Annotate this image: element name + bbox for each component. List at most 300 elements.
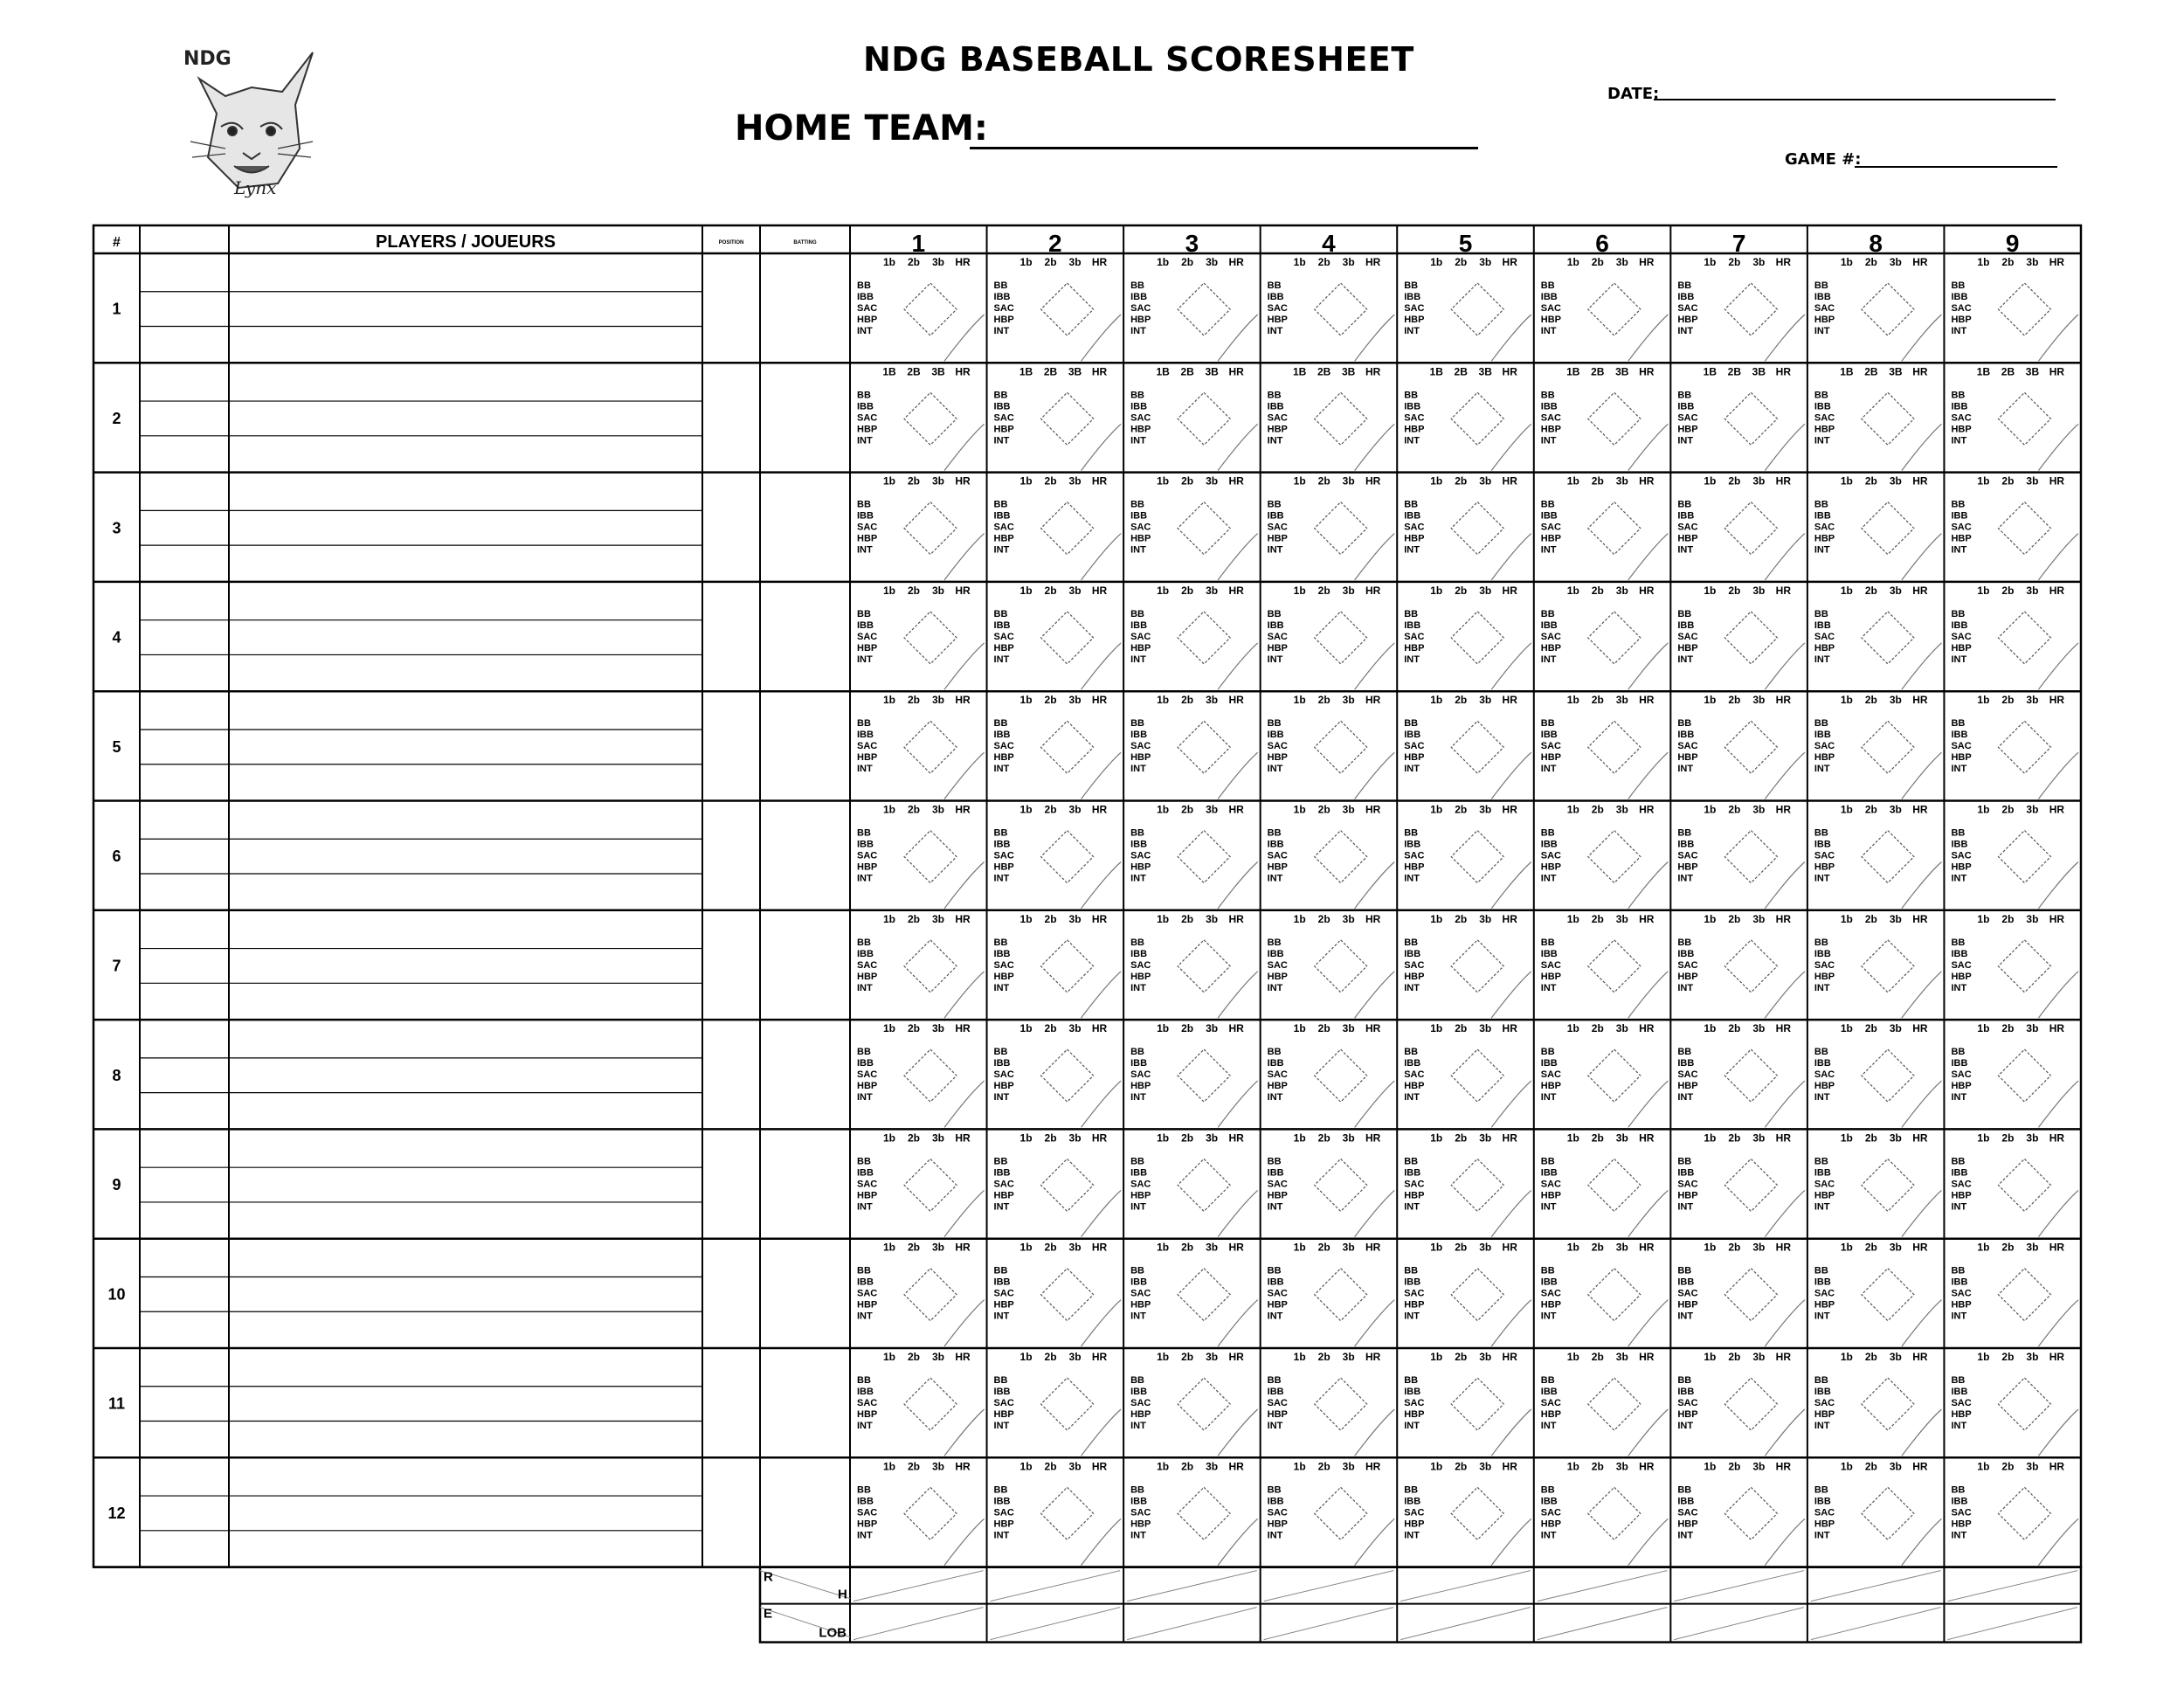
inning-header-8: 8	[1869, 230, 1883, 257]
walk-label: SAC	[993, 412, 1014, 424]
outfield-arc	[944, 972, 985, 1018]
walk-label: IBB	[857, 292, 874, 302]
hit-label: HR	[1775, 1351, 1792, 1363]
hit-label: 3b	[1615, 1460, 1628, 1473]
at-bat-cell[interactable]	[994, 913, 1122, 1018]
walk-label: INT	[1677, 1092, 1694, 1103]
at-bat-cell[interactable]	[1404, 1131, 1531, 1236]
hit-label: HR	[1228, 803, 1244, 816]
at-bat-cell[interactable]	[857, 256, 985, 361]
hit-label: 1b	[1704, 803, 1717, 816]
walk-label: SAC	[1677, 959, 1698, 971]
walk-label: SAC	[1951, 1398, 1972, 1408]
hit-label: 1b	[1019, 584, 1033, 597]
outfield-arc	[1355, 315, 1395, 361]
walk-label: INT	[1677, 326, 1694, 336]
walk-label: BB	[1677, 1375, 1692, 1386]
walk-label: INT	[1814, 1311, 1830, 1322]
at-bat-cell[interactable]	[857, 804, 985, 909]
walk-label: HBP	[1540, 752, 1562, 764]
at-bat-cell[interactable]	[1541, 365, 1669, 470]
outfield-arc	[1491, 315, 1531, 361]
hit-label: 2b	[2001, 584, 2015, 597]
hit-label: 2b	[1864, 1241, 1877, 1254]
at-bat-cell[interactable]	[1677, 804, 1805, 909]
at-bat-cell[interactable]	[1130, 365, 1258, 470]
at-bat-cell[interactable]	[1677, 913, 1805, 1018]
at-bat-cell[interactable]	[1268, 1460, 1395, 1565]
hit-label: HR	[2049, 474, 2065, 488]
at-bat-cell[interactable]	[994, 804, 1122, 909]
hit-label: 1b	[1157, 1351, 1170, 1363]
walk-label: HBP	[1814, 861, 1835, 873]
at-bat-cell[interactable]	[857, 913, 985, 1018]
hit-label: 2b	[1591, 912, 1604, 925]
at-bat-cell[interactable]	[1814, 694, 1942, 799]
walk-label: BB	[1404, 608, 1419, 619]
walk-label: SAC	[1404, 522, 1425, 533]
walk-label: HBP	[1404, 1409, 1425, 1420]
walk-label: BB	[1404, 718, 1419, 730]
walk-label: INT	[1130, 1421, 1146, 1431]
hit-label: 1b	[1704, 1460, 1717, 1473]
at-bat-cell[interactable]	[1130, 1022, 1258, 1127]
hit-label: 3b	[1752, 1131, 1766, 1145]
walk-label: SAC	[993, 850, 1014, 861]
walk-label: INT	[857, 326, 873, 336]
at-bat-cell[interactable]	[1130, 585, 1258, 689]
at-bat-cell[interactable]	[1814, 1242, 1942, 1346]
at-bat-cell[interactable]	[1268, 804, 1395, 909]
outfield-arc	[1628, 972, 1669, 1018]
hit-label: HR	[955, 365, 971, 378]
hit-label: 1b	[1157, 1022, 1170, 1035]
walk-label: BB	[857, 608, 871, 619]
walk-label: HBP	[1677, 1409, 1698, 1420]
diamond-icon	[1862, 1159, 1914, 1211]
at-bat-cell[interactable]	[994, 475, 1122, 580]
at-bat-cell[interactable]	[1268, 1022, 1395, 1127]
walk-label: BB	[1951, 608, 1966, 619]
hit-label: 1b	[1157, 1460, 1170, 1473]
outfield-arc	[1355, 424, 1395, 470]
at-bat-cell[interactable]	[994, 1131, 1122, 1236]
hit-label: 3b	[1615, 474, 1628, 488]
at-bat-cell[interactable]	[1404, 1242, 1531, 1346]
walk-label: BB	[993, 718, 1008, 730]
at-bat-cell[interactable]	[1814, 804, 1942, 909]
hit-label: 1b	[1840, 803, 1853, 816]
hit-label: 2b	[1728, 1241, 1741, 1254]
at-bat-cell[interactable]	[1677, 475, 1805, 580]
at-bat-cell[interactable]	[1541, 1460, 1669, 1565]
at-bat-cell[interactable]	[1677, 256, 1805, 361]
at-bat-cell[interactable]	[994, 585, 1122, 689]
at-bat-cell[interactable]	[1268, 365, 1395, 470]
walk-label: IBB	[857, 401, 874, 412]
walk-label: BB	[1814, 390, 1828, 401]
inning-header-1: 1	[911, 230, 926, 257]
at-bat-cell[interactable]	[1814, 365, 1942, 470]
at-bat-cell[interactable]	[1130, 804, 1258, 909]
hit-label: HR	[1639, 584, 1655, 597]
at-bat-cell[interactable]	[1404, 694, 1531, 799]
hit-label: HR	[1639, 256, 1655, 268]
at-bat-cell[interactable]	[1814, 1131, 1942, 1236]
inning-header-6: 6	[1595, 230, 1609, 257]
at-bat-cell[interactable]	[1404, 256, 1531, 361]
walk-label: SAC	[1814, 412, 1835, 424]
at-bat-cell[interactable]	[1951, 1351, 2078, 1456]
at-bat-cell[interactable]	[857, 1242, 985, 1346]
at-bat-cell[interactable]	[1951, 1242, 2078, 1346]
hit-label: HR	[1091, 1131, 1108, 1145]
at-bat-cell[interactable]	[1951, 475, 2078, 580]
hit-label: HR	[1912, 365, 1928, 378]
walk-label: BB	[857, 280, 871, 291]
at-bat-cell[interactable]	[994, 694, 1122, 799]
at-bat-cell[interactable]	[1541, 1022, 1669, 1127]
at-bat-cell[interactable]	[1814, 1460, 1942, 1565]
at-bat-cell[interactable]	[1951, 256, 2078, 361]
walk-label: INT	[1540, 764, 1557, 775]
walk-label: SAC	[1677, 522, 1698, 533]
walk-label: BB	[1267, 1047, 1282, 1058]
at-bat-cell[interactable]	[1130, 1351, 1258, 1456]
at-bat-cell[interactable]	[1268, 1351, 1395, 1456]
hit-label: 3b	[1752, 256, 1766, 268]
hit-label: 1b	[1019, 1460, 1033, 1473]
hit-label: 3b	[1615, 912, 1628, 925]
walk-label: BB	[1677, 608, 1692, 619]
at-bat-cell[interactable]	[857, 1460, 985, 1565]
at-bat-cell[interactable]	[1268, 256, 1395, 361]
at-bat-cell[interactable]	[1404, 913, 1531, 1018]
at-bat-cell[interactable]	[857, 694, 985, 799]
hit-label: 2B	[1591, 365, 1605, 378]
outfield-arc	[1082, 315, 1122, 361]
walk-label: HBP	[1677, 861, 1698, 873]
totals-diagonal	[1674, 1608, 1804, 1640]
hit-label: HR	[1912, 803, 1928, 816]
at-bat-cell[interactable]	[1404, 365, 1531, 470]
at-bat-cell[interactable]	[1677, 1242, 1805, 1346]
diamond-icon	[1041, 1159, 1094, 1211]
at-bat-cell[interactable]	[1541, 694, 1669, 799]
walk-label: SAC	[1814, 303, 1835, 314]
walk-label: IBB	[857, 730, 874, 741]
walk-label: SAC	[1267, 303, 1288, 314]
hit-label: 2b	[1728, 584, 1741, 597]
walk-label: IBB	[1951, 839, 1968, 850]
at-bat-cell[interactable]	[1951, 585, 2078, 689]
at-bat-cell[interactable]	[1130, 475, 1258, 580]
outfield-arc	[2038, 972, 2078, 1018]
hit-label: 1b	[1019, 474, 1033, 488]
at-bat-cell[interactable]	[1404, 475, 1531, 580]
walk-label: INT	[1540, 544, 1557, 556]
hit-label: 2b	[1455, 803, 1468, 816]
hit-label: 2b	[1317, 1460, 1330, 1473]
hit-label: HR	[955, 1241, 971, 1254]
at-bat-cell[interactable]	[1130, 256, 1258, 361]
at-bat-cell[interactable]	[1268, 475, 1395, 580]
walk-label: HBP	[1130, 315, 1151, 325]
hit-label: 2b	[2001, 803, 2015, 816]
outfield-arc	[1902, 1519, 1942, 1565]
hit-label: 3b	[1615, 1241, 1628, 1254]
walk-label: IBB	[1540, 1058, 1558, 1069]
hit-label: HR	[1228, 1241, 1244, 1254]
walk-label: BB	[857, 1047, 871, 1058]
diamond-icon	[1451, 502, 1503, 555]
at-bat-cell[interactable]	[1404, 585, 1531, 689]
at-bat-cell[interactable]	[857, 1022, 985, 1127]
at-bat-cell[interactable]	[1951, 365, 2078, 470]
hit-label: 2b	[1864, 1460, 1877, 1473]
hit-label: 3b	[1889, 1241, 1902, 1254]
walk-label: BB	[1677, 718, 1692, 730]
hit-label: HR	[1365, 256, 1381, 268]
hit-label: HR	[1775, 1022, 1792, 1035]
batter-number-6: 6	[112, 847, 121, 866]
hit-label: 3b	[1206, 474, 1219, 488]
walk-label: SAC	[1267, 959, 1288, 971]
diamond-icon	[1588, 1159, 1641, 1211]
hit-label: HR	[1228, 1022, 1244, 1035]
outfield-arc	[1355, 862, 1395, 909]
at-bat-cell[interactable]	[1677, 1131, 1805, 1236]
at-bat-cell[interactable]	[1541, 1131, 1669, 1236]
hit-label: 2b	[1728, 694, 1741, 707]
hit-label: 2b	[1181, 1241, 1194, 1254]
walk-label: HBP	[993, 315, 1014, 325]
hit-label: HR	[1775, 365, 1792, 378]
hit-label: 3b	[1479, 256, 1492, 268]
walk-label: HBP	[1267, 642, 1288, 654]
hit-label: HR	[1365, 1131, 1381, 1145]
diamond-icon	[1178, 1487, 1230, 1539]
at-bat-cell[interactable]	[857, 1351, 985, 1456]
diamond-icon	[1315, 831, 1367, 883]
hit-label: 2B	[1043, 365, 1058, 378]
diamond-icon	[1724, 1159, 1777, 1211]
hit-label: 1B	[1566, 365, 1580, 378]
walk-label: SAC	[1951, 1179, 1972, 1190]
walk-label: BB	[1130, 718, 1145, 730]
walk-label: IBB	[857, 619, 874, 631]
hit-label: 3b	[1889, 474, 1902, 488]
walk-label: SAC	[993, 1179, 1014, 1190]
outfield-arc	[1628, 1409, 1669, 1456]
outfield-arc	[1082, 1300, 1122, 1346]
outfield-arc	[1218, 643, 1258, 689]
hit-label: 1B	[1429, 365, 1443, 378]
at-bat-cell[interactable]	[1541, 256, 1669, 361]
outfield-arc	[1765, 1519, 1805, 1565]
walk-label: HBP	[857, 1081, 878, 1092]
at-bat-cell[interactable]	[1951, 1022, 2078, 1127]
walk-label: BB	[1404, 1375, 1419, 1386]
walk-label: HBP	[1130, 1190, 1151, 1201]
at-bat-cell[interactable]	[1541, 1242, 1669, 1346]
at-bat-cell[interactable]	[1951, 804, 2078, 909]
walk-label: HBP	[1130, 1409, 1151, 1420]
at-bat-cell[interactable]	[1541, 804, 1669, 909]
at-bat-cell[interactable]	[1268, 694, 1395, 799]
walk-label: SAC	[1814, 1179, 1835, 1190]
at-bat-cell[interactable]	[1951, 1131, 2078, 1236]
hit-label: HR	[1502, 694, 1517, 707]
walk-label: SAC	[1540, 1398, 1562, 1408]
hit-label: HR	[1091, 1022, 1108, 1035]
at-bat-cell[interactable]	[1130, 1242, 1258, 1346]
at-bat-cell[interactable]	[994, 1351, 1122, 1456]
logo-text: NDG	[183, 48, 232, 70]
hit-label: HR	[2049, 694, 2065, 707]
walk-label: IBB	[1130, 1167, 1148, 1179]
hit-label: HR	[1365, 1241, 1381, 1254]
walk-label: SAC	[1130, 1507, 1151, 1519]
at-bat-cell[interactable]	[1130, 1460, 1258, 1565]
at-bat-cell[interactable]	[1541, 1351, 1669, 1456]
at-bat-cell[interactable]	[1541, 475, 1669, 580]
outfield-arc	[1355, 1300, 1395, 1346]
at-bat-cell[interactable]	[1951, 913, 2078, 1018]
walk-label: HBP	[857, 1519, 878, 1530]
at-bat-cell[interactable]	[1268, 1131, 1395, 1236]
walk-label: INT	[1267, 1201, 1283, 1213]
hit-label: 3b	[1889, 1460, 1902, 1473]
at-bat-cell[interactable]	[1814, 256, 1942, 361]
at-bat-cell[interactable]	[1814, 585, 1942, 689]
walk-label: IBB	[1951, 1058, 1968, 1069]
walk-label: INT	[1130, 873, 1146, 884]
at-bat-cell[interactable]	[1951, 1460, 2078, 1565]
outfield-arc	[1902, 862, 1942, 909]
at-bat-cell[interactable]	[1130, 913, 1258, 1018]
walk-label: SAC	[857, 412, 878, 424]
diamond-icon	[1862, 283, 1914, 336]
walk-label: HBP	[1677, 752, 1698, 764]
walk-label: BB	[1951, 1265, 1966, 1276]
walk-label: IBB	[1814, 730, 1831, 741]
walk-label: HBP	[1267, 1519, 1288, 1530]
at-bat-cell[interactable]	[1404, 1022, 1531, 1127]
at-bat-cell[interactable]	[1814, 1351, 1942, 1456]
hit-label: 3b	[931, 1241, 945, 1254]
hit-label: 2b	[1317, 584, 1330, 597]
walk-label: BB	[1814, 608, 1828, 619]
hit-label: 1B	[1292, 365, 1307, 378]
at-bat-cell[interactable]	[1268, 1242, 1395, 1346]
walk-label: IBB	[1540, 1276, 1558, 1288]
at-bat-cell[interactable]	[1677, 365, 1805, 470]
hit-label: HR	[2049, 584, 2065, 597]
walk-label: HBP	[1130, 971, 1151, 982]
at-bat-cell[interactable]	[1130, 694, 1258, 799]
hit-label: HR	[1228, 1351, 1244, 1363]
walk-label: SAC	[857, 959, 878, 971]
hit-label: 1B	[882, 365, 896, 378]
walk-label: INT	[1814, 1421, 1830, 1431]
diamond-icon	[1451, 1378, 1503, 1430]
diamond-icon	[1041, 1378, 1094, 1430]
hit-label: 1b	[882, 1022, 896, 1035]
walk-label: IBB	[1951, 1276, 1968, 1288]
at-bat-cell[interactable]	[1814, 475, 1942, 580]
hit-label: HR	[1502, 803, 1517, 816]
walk-label: SAC	[1540, 1069, 1562, 1081]
walk-label: IBB	[1540, 839, 1558, 850]
hit-label: HR	[2049, 1241, 2065, 1254]
at-bat-cell[interactable]	[1951, 694, 2078, 799]
walk-label: BB	[1814, 1047, 1828, 1058]
hit-label: 1b	[1840, 1241, 1853, 1254]
hit-label: 3b	[1068, 694, 1082, 707]
hit-label: HR	[1912, 474, 1928, 488]
at-bat-cell[interactable]	[1404, 804, 1531, 909]
at-bat-cell[interactable]	[857, 1131, 985, 1236]
at-bat-cell[interactable]	[1404, 1460, 1531, 1565]
hit-label: 3b	[1206, 912, 1219, 925]
at-bat-cell[interactable]	[1268, 913, 1395, 1018]
walk-label: INT	[1677, 1201, 1694, 1213]
at-bat-cell[interactable]	[994, 256, 1122, 361]
hit-label: HR	[1775, 1131, 1792, 1145]
at-bat-cell[interactable]	[857, 365, 985, 470]
at-bat-cell[interactable]	[1814, 1022, 1942, 1127]
at-bat-cell[interactable]	[1814, 913, 1942, 1018]
outfield-arc	[2038, 424, 2078, 470]
at-bat-cell[interactable]	[1677, 585, 1805, 689]
walk-label: INT	[1267, 982, 1283, 993]
hit-label: 1b	[1977, 1131, 1990, 1145]
at-bat-cell[interactable]	[1541, 913, 1669, 1018]
at-bat-cell[interactable]	[1130, 1131, 1258, 1236]
hit-label: 1b	[882, 256, 896, 268]
at-bat-cell[interactable]	[1268, 585, 1395, 689]
diamond-icon	[904, 502, 957, 555]
at-bat-cell[interactable]	[994, 1460, 1122, 1565]
at-bat-cell[interactable]	[1677, 1460, 1805, 1565]
hit-label: HR	[1775, 584, 1792, 597]
at-bat-cell[interactable]	[994, 365, 1122, 470]
walk-label: SAC	[857, 850, 878, 861]
at-bat-cell[interactable]	[1677, 1351, 1805, 1456]
hit-label: 2b	[1591, 803, 1604, 816]
at-bat-cell[interactable]	[994, 1022, 1122, 1127]
at-bat-cell[interactable]	[1404, 1351, 1531, 1456]
at-bat-cell[interactable]	[1677, 1022, 1805, 1127]
at-bat-cell[interactable]	[1541, 585, 1669, 689]
walk-label: INT	[1951, 1092, 1967, 1103]
walk-label: BB	[1267, 608, 1282, 619]
walk-label: IBB	[993, 1387, 1011, 1397]
walk-label: HBP	[993, 642, 1014, 654]
at-bat-cell[interactable]	[1677, 694, 1805, 799]
at-bat-cell[interactable]	[857, 585, 985, 689]
at-bat-cell[interactable]	[857, 475, 985, 580]
inning-header-5: 5	[1458, 230, 1473, 257]
hit-label: HR	[1639, 803, 1655, 816]
hit-label: 3b	[1342, 1460, 1355, 1473]
hit-label: HR	[1775, 256, 1792, 268]
walk-label: INT	[1267, 1421, 1283, 1431]
hit-label: HR	[955, 694, 971, 707]
at-bat-cell[interactable]	[994, 1242, 1122, 1346]
walk-label: IBB	[1267, 839, 1284, 850]
